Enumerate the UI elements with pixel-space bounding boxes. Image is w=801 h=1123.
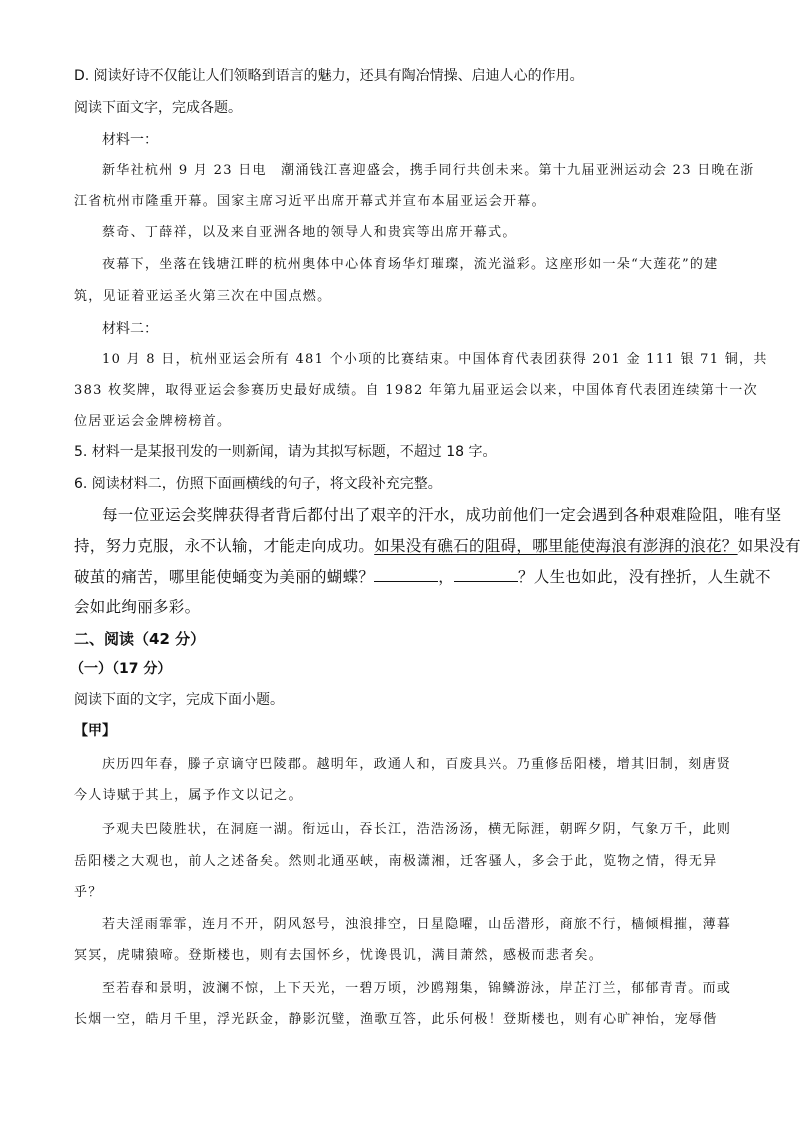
passage-line: 乎？ — [74, 885, 103, 900]
question-6-text — [74, 567, 771, 587]
text-run: ， — [438, 568, 455, 586]
passage-line: 今人诗赋于其上，属予作文以记之。 — [74, 788, 303, 803]
answer-blank-2[interactable] — [454, 567, 518, 582]
material-1-title: 材料一： — [102, 132, 158, 148]
text-run: 如果没有 — [737, 537, 801, 555]
instruction-2: 阅读下面的文字，完成下面小题。 — [74, 692, 284, 708]
passage-line: 至若春和景明，波澜不惊，上下天光，一碧万顷，沙鸥翔集，锦鳞游泳，岸芷汀兰，郁郁青青。而或 — [102, 981, 732, 996]
passage-line: 岳阳楼之大观也，前人之述备矣。然则北通巫峡，南极潇湘，迁客骚人，多会于此，览物之情，得无异 — [74, 854, 718, 869]
subsection-heading: （一）（17 分） — [70, 661, 172, 677]
question-6-text: 每一位亚运会奖牌获得者背后都付出了艰辛的汗水，成功前他们一定会遇到各种艰难险阻，唯有坚 — [102, 506, 782, 524]
passage-label: 【甲】 — [74, 723, 116, 739]
option-d: D. 阅读好诗不仅能让人们领略到语言的魅力，还具有陶冶情操、启迪人心的作用。 — [74, 68, 584, 84]
text-run: 持，努力克服，永不认输，才能走向成功。 — [74, 537, 375, 555]
material-1-line: 夜幕下，坐落在钱塘江畔的杭州奥体中心体育场华灯璀璨，流光溢彩。这座形如一朵“大莲花”的建 — [102, 257, 719, 272]
material-2-title: 材料二： — [102, 321, 158, 337]
material-2-line: 10 月 8 日，杭州亚运会所有 481 个小项的比赛结束。中国体育代表团获得 201 金 111 银 71 铜，共 — [102, 352, 768, 367]
material-2-line: 383 枚奖牌，取得亚运会参赛历史最好成绩。自 1982 年第九届亚运会以来，中国体育代表团连续第十一次 — [74, 383, 758, 398]
passage-line: 若夫淫雨霏霏，连月不开，阴风怒号，浊浪排空，日星隐曜，山岳潜形，商旅不行，樯倾楫摧，薄暮 — [102, 917, 732, 932]
material-1-line: 江省杭州市隆重开幕。国家主席习近平出席开幕式并宣布本届亚运会开幕。 — [74, 194, 546, 209]
answer-blank-1[interactable] — [374, 567, 438, 582]
material-1-line: 新华社杭州 9 月 23 日电 潮涌钱江喜迎盛会，携手同行共创未来。第十九届亚洲运动会 23 日晚在浙 — [102, 163, 755, 178]
question-6-text: 会如此绚丽多彩。 — [74, 598, 201, 616]
question-6-text — [74, 536, 801, 556]
passage-line: 冥冥，虎啸猿啼。登斯楼也，则有去国怀乡，忧谗畏讥，满目萧然，感极而悲者矣。 — [74, 948, 604, 963]
text-run: ？人生也如此，没有挫折，人生就不 — [518, 568, 771, 586]
material-1-line: 蔡奇、丁薛祥，以及来自亚洲各地的领导人和贵宾等出席开幕式。 — [102, 225, 517, 240]
passage-line: 予观夫巴陵胜状，在洞庭一湖。衔远山，吞长江，浩浩汤汤，横无际涯，朝晖夕阴，气象万千，此则 — [102, 822, 732, 837]
passage-line: 庆历四年春，滕子京谪守巴陵郡。越明年，政通人和，百废具兴。乃重修岳阳楼，增其旧制，刻唐贤 — [102, 757, 732, 772]
section-heading: 二、阅读（42 分） — [74, 630, 206, 648]
passage-line: 长烟一空，皓月千里，浮光跃金，静影沉璧，渔歌互答，此乐何极！登斯楼也，则有心旷神怡，宠辱偕 — [74, 1012, 718, 1027]
question-6: 6. 阅读材料二，仿照下面画横线的句子，将文段补充完整。 — [74, 476, 442, 492]
question-5: 5. 材料一是某报刊发的一则新闻，请为其拟写标题，不超过 18 字。 — [74, 444, 497, 460]
material-1-line: 筑，见证着亚运圣火第三次在中国点燃。 — [74, 289, 332, 304]
underlined-example-sentence: 如果没有礁石的阻碍，哪里能使海浪有澎湃的浪花？ — [374, 537, 738, 555]
instruction-1: 阅读下面文字，完成各题。 — [74, 100, 242, 116]
text-run: 破茧的痛苦，哪里能使蛹变为美丽的蝴蝶？ — [74, 568, 375, 586]
material-2-line: 位居亚运会金牌榜榜首。 — [74, 414, 232, 429]
